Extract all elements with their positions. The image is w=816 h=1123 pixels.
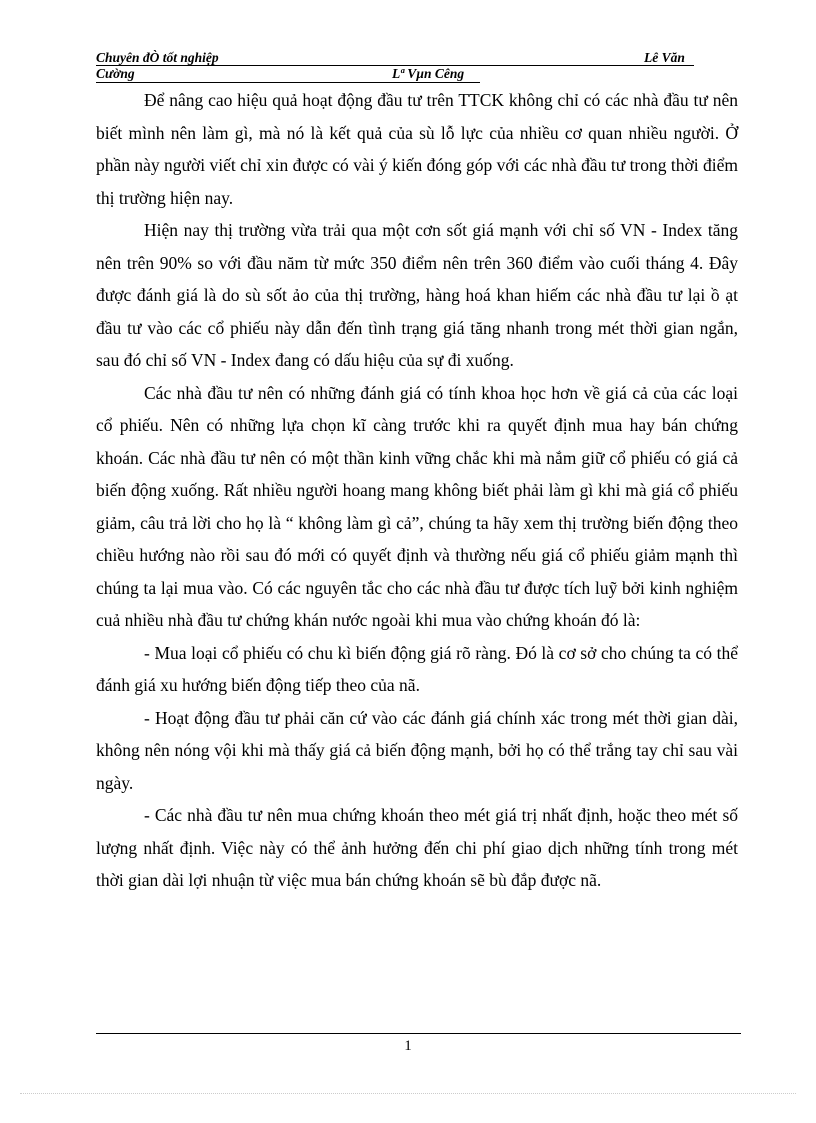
header-author-name-continued: Cường xyxy=(96,66,135,81)
header-rule-bottom xyxy=(96,82,480,83)
page-number: 1 xyxy=(404,1038,412,1054)
paragraph-market-situation: Hiện nay thị trường vừa trải qua một cơn sốt giá mạnh với chỉ số VN - Index tăng nên trên 90% so với đầu năm từ mức 350 điểm nên trên 360 điểm vào cuối tháng 4. Đây được đánh giá là do sù sốt ảo của thị trường, hàng hoá khan hiếm các nhà đầu tư lại ồ ạt đầu tư vào các cổ phiếu này dẫn đến tình trạng giá tăng nhanh trong mét thời gian ngắn, sau đó chỉ số VN - Index đang có dấu hiệu của sự đi xuống. xyxy=(96,220,738,370)
principle-item: - Hoạt động đầu tư phải căn cứ vào các đánh giá chính xác trong mét thời gian dài, không nên nóng vội khi mà thấy giá cả biến động mạnh, bởi họ có thể trắng tay chỉ sau vài ngày. xyxy=(96,707,738,793)
header-thesis-title: Chuyên đÒ tốt nghiệp xyxy=(96,50,219,65)
paragraph-investor-advice: Các nhà đầu tư nên có những đánh giá có tính khoa học hơn về giá cả của các loại cổ phiếu. Nên có những lựa chọn kĩ càng trước khi ra quyết định mua hay bán chứng khoán. Các nhà đầu tư nên có một thần kinh vững chắc khi mà nắm giữ cổ phiếu có giá cả biến động xuống. Rất nhiều người hoang mang không biết phải làm gì khi mà giá cổ phiếu giảm, câu trả lời cho họ là “ không làm gì cả”, chúng ta hãy xem thị trường biến động theo chiều hướng nào rồi sau đó mới có quyết định và thường nếu giá cổ phiếu giảm mạnh thì chúng ta lại mua vào. Có các nguyên tắc cho các nhà đầu tư được tích luỹ bởi kinh nghiệm cuả nhiều nhà đầu tư chứng khán nước ngoài khi mua vào chứng khoán đó là: xyxy=(96,382,738,630)
footer-rule xyxy=(96,1033,741,1034)
principle-item: - Các nhà đầu tư nên mua chứng khoán theo mét giá trị nhất định, hoặc theo mét số lượng nhất định. Việc này có thể ảnh hưởng đến chi phí giao dịch những tính trong mét thời gian dài lợi nhuận từ việc mua bán chứng khoán sẽ bù đắp được nã. xyxy=(96,805,738,890)
header-author-name: Lê Văn xyxy=(644,50,685,65)
page-edge-dotted-line xyxy=(20,1093,796,1094)
paragraph-intro: Để nâng cao hiệu quả hoạt động đầu tư trên TTCK không chỉ có các nhà đầu tư nên biết mình nên làm gì, mà nó là kết quả của sù lỗ lực của nhiều cơ quan nhiều người. Ở phần này người viết chỉ xin được có vài ý kiến đóng góp với các nhà đầu tư trong thời điểm thị trường hiện nay. xyxy=(96,90,738,208)
principle-item: - Mua loại cổ phiếu có chu kì biến động giá rõ ràng. Đó là cơ sở cho chúng ta có thể đánh giá xu hướng biến động tiếp theo của nã. xyxy=(96,642,738,695)
body-text xyxy=(96,84,738,897)
header-author-name-legacy: Lª Vµn Cêng xyxy=(392,66,465,81)
